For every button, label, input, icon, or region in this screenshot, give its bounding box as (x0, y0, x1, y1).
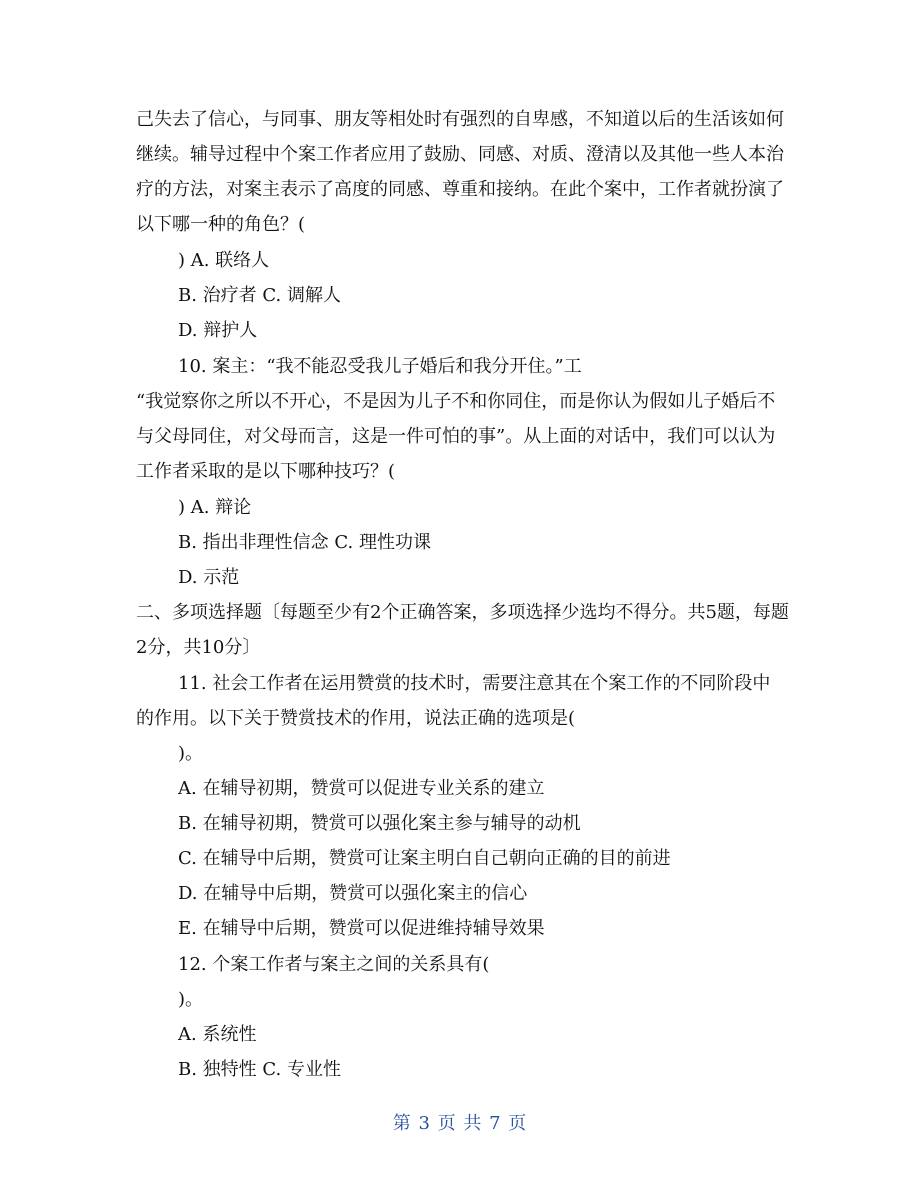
text-line: 己失去了信心，与同事、朋友等相处时有强烈的自卑感，不知道以后的生活该如何 (136, 109, 784, 130)
option-line: D. 示范 (178, 567, 240, 588)
option-line: ) A. 辩论 (178, 497, 252, 518)
option-line: C. 在辅导中后期，赞赏可让案主明白自己朝向正确的目的前进 (178, 848, 671, 869)
section-heading: 2分，共10分〕 (136, 637, 261, 658)
text-line: )。 (178, 743, 204, 764)
text-line: “我觉察你之所以不开心，不是因为儿子不和你同住，而是你认为假如儿子婚后不 (136, 391, 776, 412)
option-line: B. 治疗者 C. 调解人 (178, 285, 341, 306)
option-line: E. 在辅导中后期，赞赏可以促进维持辅导效果 (178, 918, 545, 939)
option-line: A. 系统性 (178, 1024, 257, 1045)
option-line: D. 辩护人 (178, 320, 258, 341)
text-line: 与父母同住，对父母而言，这是一件可怕的事”。从上面的对话中，我们可以认为 (136, 426, 776, 447)
question-line: 12. 个案工作者与案主之间的关系具有( (178, 954, 490, 975)
option-line: B. 指出非理性信念 C. 理性功课 (178, 532, 431, 553)
text-line: )。 (178, 989, 204, 1010)
question-line: 11. 社会工作者在运用赞赏的技术时，需要注意其在个案工作的不同阶段中 (178, 673, 771, 694)
text-line: 的作用。以下关于赞赏技术的作用，说法正确的选项是( (136, 708, 576, 729)
text-line: 以下哪一种的角色？( (136, 214, 306, 235)
option-line: D. 在辅导中后期，赞赏可以强化案主的信心 (178, 883, 528, 904)
question-line: 10. 案主：“我不能忍受我儿子婚后和我分开住。”工 (178, 356, 582, 377)
option-line: B. 在辅导初期，赞赏可以强化案主参与辅导的动机 (178, 813, 581, 834)
option-line: ) A. 联络人 (178, 250, 270, 271)
text-line: 疗的方法，对案主表示了高度的同感、尊重和接纳。在此个案中，工作者就扮演了 (136, 179, 784, 200)
option-line: B. 独特性 C. 专业性 (178, 1059, 341, 1080)
text-line: 工作者采取的是以下哪种技巧？( (136, 461, 396, 482)
text-line: 继续。辅导过程中个案工作者应用了鼓励、同感、对质、澄清以及其他一些人本治 (136, 144, 784, 165)
section-heading: 二、多项选择题〔每题至少有2个正确答案，多项选择少选均不得分。共5题，每题 (136, 602, 789, 623)
option-line: A. 在辅导初期，赞赏可以促进专业关系的建立 (178, 778, 545, 799)
page-footer: 第 3 页 共 7 页 (392, 1113, 528, 1134)
